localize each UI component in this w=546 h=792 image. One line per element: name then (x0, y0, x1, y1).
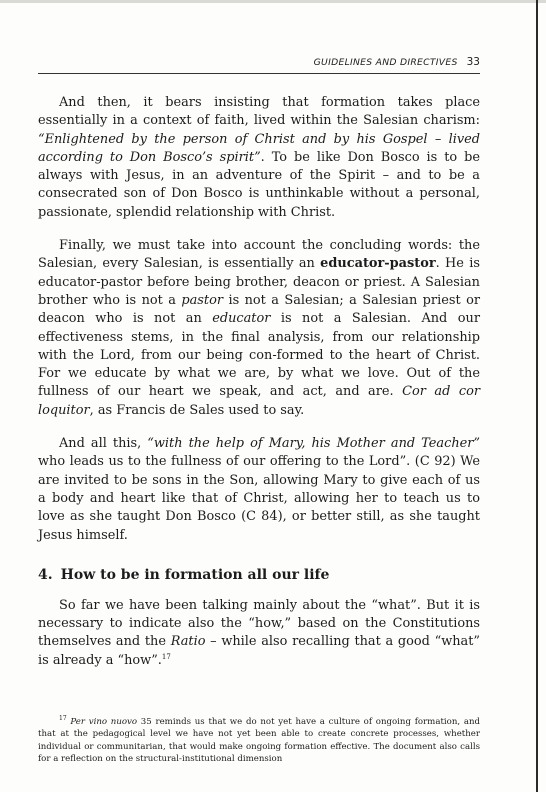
text-run: . He is educator-pastor before being brother, deacon or priest. A Salesian brother who is not a (38, 256, 480, 308)
italic-quote: “with the help of Mary, his Mother and Teacher” (147, 436, 480, 452)
text-run: who leads us to the fullness of our offering to the Lord”. (C 92) We are invited to be sons in the Son, allowing Mary to give each of us a body and heart like that of Christ, allowing her to teach us to love as she taught Don Bosco (C 84), or better still, as she taught Jesus himself. (38, 454, 480, 543)
text-run: – while also recalling that a good “what” is already a “how”. (38, 634, 480, 668)
italic-latin-phrase: Cor ad cor loquitor (38, 384, 480, 418)
page-top-edge (0, 0, 546, 3)
text-run: And all this, (59, 436, 148, 452)
bold-term: educator-pastor (320, 256, 436, 272)
italic-term: Ratio (170, 634, 206, 650)
paragraph-2 (38, 237, 480, 420)
paragraph-1 (38, 94, 480, 222)
text-run: , as Francis de Sales used to say. (89, 402, 305, 418)
footnote-mark: 17 (59, 715, 67, 722)
section-title: How to be in formation all our life (60, 566, 330, 583)
section-heading (38, 567, 480, 583)
page-right-edge (536, 0, 538, 792)
paragraph-3 (38, 435, 480, 545)
body-text (38, 94, 480, 685)
running-title: GUIDELINES AND DIRECTIVES (313, 57, 458, 68)
text-run: . To be like Don Bosco is to be always with Jesus, in an adventure of the Spirit – and to be a consecrated son of Don Bosco is unthinkable without a personal, passionate, splendid relationship with Christ. (38, 149, 480, 220)
text-run: is not a Salesian; a Salesian priest or deacon who is not an (38, 292, 480, 327)
text-run: And then, it bears insisting that formation takes place essentially in a context of faith, lived within the Salesian charism: (38, 95, 480, 129)
page-number: 33 (466, 56, 480, 68)
italic-term: pastor (181, 292, 224, 308)
section-number: 4. (38, 566, 53, 583)
running-header (38, 56, 480, 74)
text-run: is not a Salesian. And our effectiveness stems, in the final analysis, from our relationship with the Lord, from our being con-formed to the heart of Christ. For we educate by what we are, by what we love. Out of the fullness of our heart we speak, and act, and are. (38, 311, 480, 400)
footnote-title: Per vino nuovo (70, 717, 138, 727)
italic-quote: “Enlightened by the person of Christ and by his Gospel – lived according to Don Bosco’s spirit” (38, 131, 480, 165)
text-run: Finally, we must take into account the concluding words: the Salesian, every Salesian, is essentially an (38, 238, 480, 272)
italic-term: educator (212, 311, 271, 327)
footnote-reference[interactable]: 17 (161, 652, 171, 661)
footnote-text: 35 reminds us that we do not yet have a culture of ongoing formation, and that at the pedagogical level we have not yet been able to create concrete processes, whether individual or communitarian, that would make ongoing formation effective. The document also calls for a reflection on the structural-institutional dimension (38, 717, 480, 765)
text-run: So far we have been talking mainly about the “what”. But it is necessary to indicate also the “how,” based on the Constitutions themselves and the (38, 597, 480, 650)
paragraph-4 (38, 597, 480, 670)
footnote (38, 716, 480, 766)
